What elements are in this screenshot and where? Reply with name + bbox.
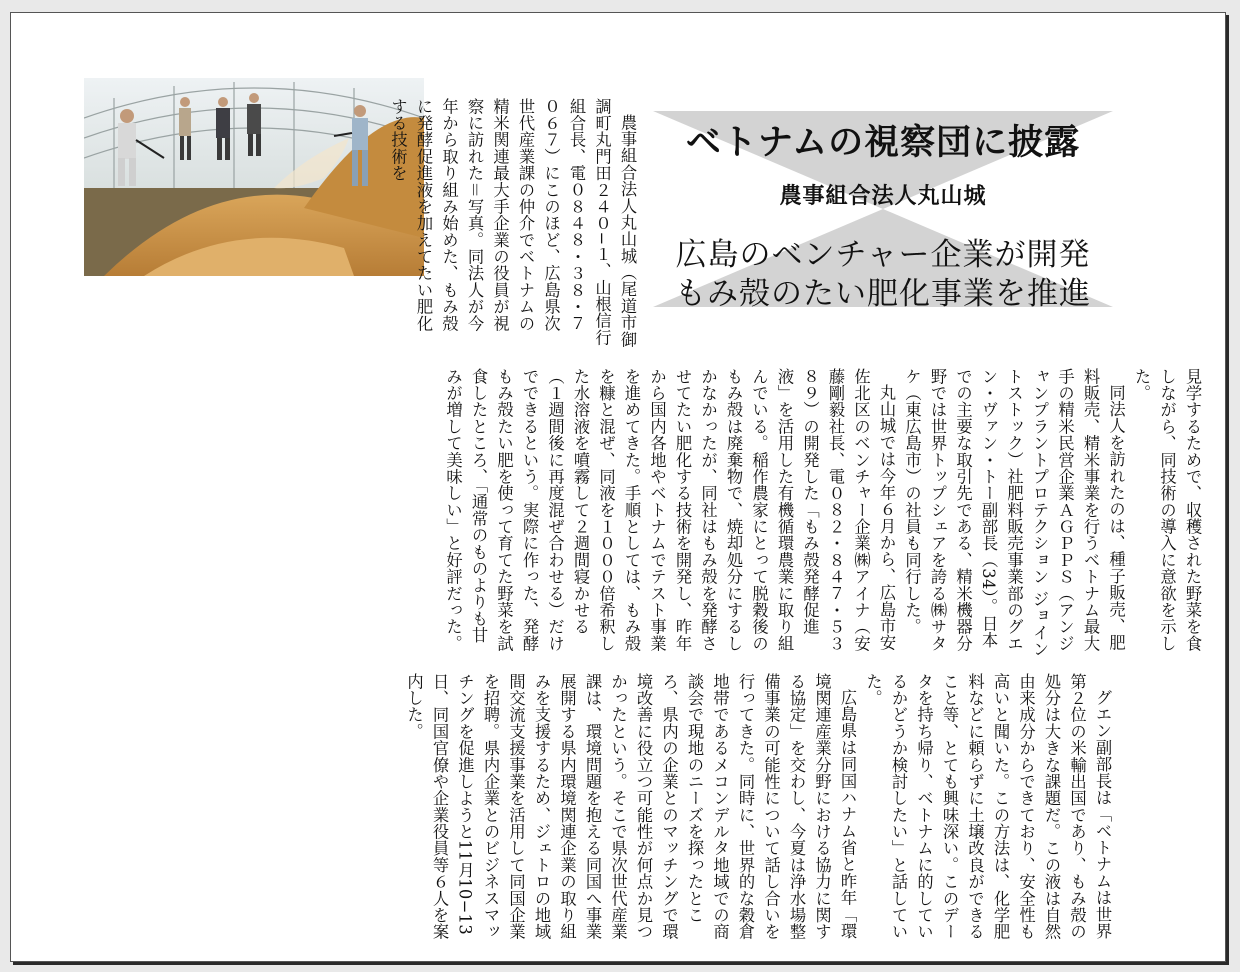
headline-title: ベトナムの視察団に披露: [685, 123, 1081, 163]
body-paragraph-2: 同法人を訪れたのは、種子販売、肥料販売、精米事業を行うベトナム最大手の精米民営企業ＡＧＰＰＳ（アンジャンプラントプロテクション ジョイントストック）社肥料販売事業部のグエン・ヴァン・トー副部長（34）。日本での主要な取引先である、精米機器分野では世界トップシェアを誇る㈱サタケ（東広島市）の社員も同行した。: [902, 368, 1126, 658]
headline-organization: 農事組合法人丸山城: [779, 184, 987, 209]
article-intro: [80, 98, 640, 348]
article-body-upper: [95, 368, 1205, 658]
headline-subtitle-1: 広島のベンチャー企業が開発: [675, 237, 1091, 273]
body-paragraph-3: 丸山城では今年６月から、広島市安佐北区のベンチャー企業㈱アイナ（安藤剛毅社長、電０８２・８４７・５３８９）の開発した「もみ殻発酵促進液」を活用した有機循環農業に取り組んでいる。稲作農家にとって脱穀後のもみ殻は廃棄物で、焼却処分にするしかなかったが、同社はもみ殻を発酵させてたい肥化する技術を開発し、昨年から国内各地やベトナムでテスト事業を進めてきた。手順としては、もみ殻を糠と混ぜ、同液を１０００倍希釈した水溶液を噴霧して２週間寝かせる（１週間後に再度混ぜ合わせる）だけでできるという。実際に作った、発酵もみ殻たい肥を使って育てた野菜を試食したところ、「通常のものよりも甘みが増して美味しい」と好評だった。: [443, 368, 896, 652]
body-paragraph-1: 見学するためで、収穫された野菜を食しながら、同技術の導入に意欲を示した。: [1132, 368, 1202, 652]
body-paragraph-4: グエン副部長は「ベトナムは世界第２位の米輸出国であり、もみ殻の処分は大きな課題だ。この液は自然由来成分からできており、安全性も高いと聞いた。この方法は、化学肥料などに頼らずに土壌改良ができること等、とても興味深い。このデータを持ち帰り、ベトナムに的しているかどうか検討したい」と話していた。: [863, 673, 1112, 941]
headline-subtitle-2: もみ殻のたい肥化事業を推進: [675, 276, 1091, 312]
article-page: [10, 12, 1226, 962]
body-paragraph-5: 広島県は同国ハナム省と昨年「環境関連産業分野における協力に関する協定」を交わし、今夏は浄水場整備事業の可能性について話し合いを行ってきた。同時に、世界的な穀倉地帯であるメコンデルタ地域での商談会で現地のニーズを探ったところ、県内の企業とのマッチングで環境改善に役立つ可能性が何点か見つかったという。そこで県次世代産業課は、環境問題を抱える同国へ事業展開する県内環境関連企業の取り組みを支援するため、ジェトロの地域間交流支援事業を活用して同国企業を招聘。県内企業とのビジネスマッチングを促進しようと11月10−13日、同国官僚や企業役員等６人を案内した。: [404, 673, 857, 941]
intro-paragraph: 農事組合法人丸山城（尾道市御調町丸門田２４０−１、山根信行組合長、電０８４８・３８・７０６７）にこのほど、広島県次世代産業課の仲介でベトナムの精米関連最大手企業の役員が視察に訪れた＝写真。同法人が今年から取り組み始めた、もみ殻に発酵促進液を加えてたい肥化する技術を: [388, 98, 637, 348]
article-body-lower: [95, 673, 1115, 943]
headline-box: [653, 111, 1113, 312]
